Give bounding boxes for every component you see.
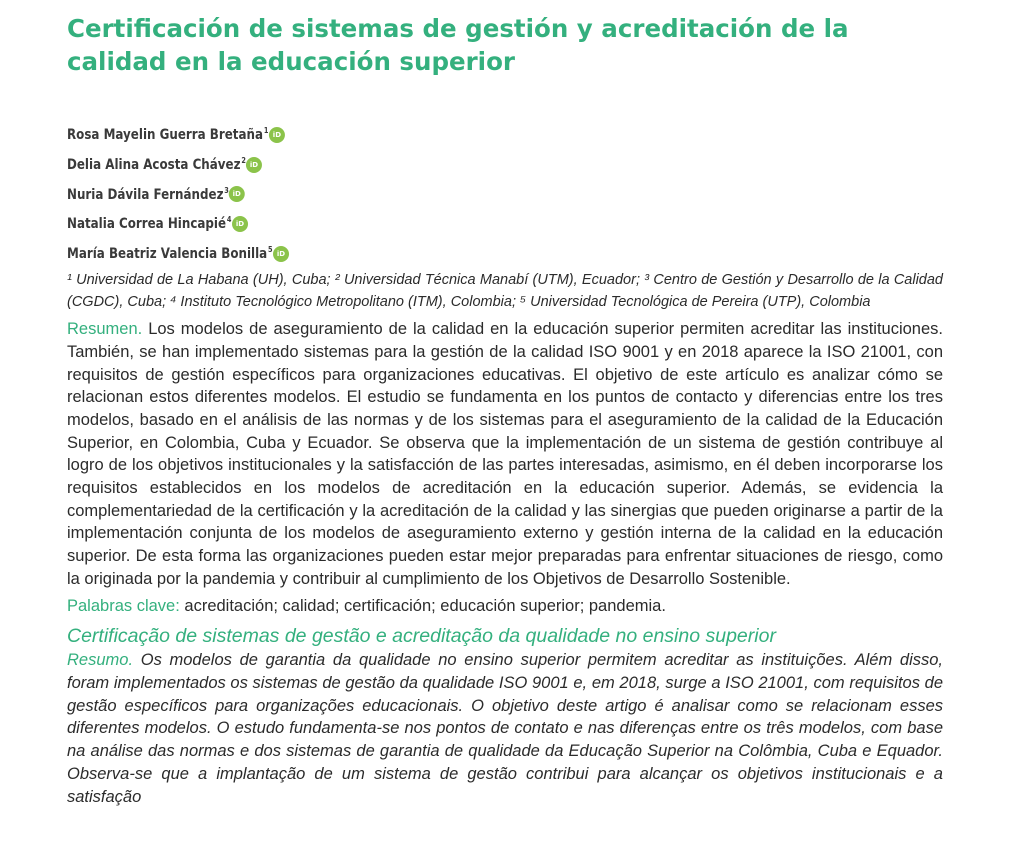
resumo-label: Resumo. [67, 651, 134, 670]
article-first-page [67, 0, 943, 808]
abstract-text: Los modelos de aseguramiento de la calidad en la educación superior permiten acreditar las instituciones. También, se han implementado sistemas para la gestión de la calidad ISO 9001 y en 2018 aparece la ISO 21001, con requisitos de gestión específicos para organizaciones educativas. El objetivo de este artículo es analizar cómo se relacionan estos diferentes modelos. El estudio se fundamenta en los puntos de contacto y diferencias entre los tres modelos, basado en el análisis de las normas y de los sistemas para el aseguramiento de la calidad de la Educación Superior, en Colombia, Cuba y Ecuador. Se observa que la implementación de un sistema de gestión contribuye al logro de los objetivos institucionales y la satisfacción de las partes interesadas, asimismo, en él deben incorporarse los requisitos establecidos en los modelos de acreditación en la educación superior. Además, se evidencia la complementariedad de la certificación y la acreditación de la calidad y las sinergias que pueden originarse a partir de la implementación conjunta de los modelos de aseguramiento externo y gestión interna de la calidad en la educación superior. De esta forma las organizaciones pueden estar mejor preparadas para enfrentar situaciones de riesgo, como la originada por la pandemia y contribuir al cumplimiento de los Objetivos de Desarrollo Sostenible. [67, 320, 943, 588]
article-title: Certificación de sistemas de gestión y acreditación de la calidad en la educación superior [67, 14, 849, 76]
author-2 [67, 148, 785, 178]
author-list [67, 118, 943, 267]
keywords [67, 595, 943, 618]
affiliations: ¹ Universidad de La Habana (UH), Cuba; ² Universidad Técnica Manabí (UTM), Ecuador; ³ Centro de Gestión y Desarrollo de la Calidad (CGDC), Cuba; ⁴ Instituto Tecnológico Metropolitano (ITM), Colombia; ⁵ Universidad Tecnológica de Pereira (UTP), Colombia [67, 272, 943, 311]
author-name: Nuria Dávila Fernández [67, 186, 224, 203]
author-name: Natalia Correa Hincapié [67, 216, 227, 233]
affiliation-mark: 3 [224, 185, 229, 195]
abstract-pt [67, 649, 943, 808]
resumo-text: Os modelos de garantia da qualidade no ensino superior permitem acreditar as instituições. Além disso, foram implementados os sistemas de gestão da qualidade ISO 9001 e, em 2018, surge a ISO 21001, com requisitos de gestão específicos para organizações educacionais. O objetivo deste artigo é analisar como se relacionam esses diferentes modelos. O estudo fundamenta-se nos pontos de contato e nas diferenças entre os três modelos, com base na análise das normas e dos sistemas de garantia de qualidade da Educação Superior na Colômbia, Cuba e Equador. Observa-se que a implantação de um sistema de gestão contribui para alcançar os objetivos institucionais e a satisfação [67, 651, 943, 806]
orcid-icon[interactable]: iD [273, 246, 289, 262]
author-name: Rosa Mayelin Guerra Bretaña [67, 126, 263, 143]
author-3 [67, 178, 785, 208]
author-1 [67, 118, 785, 148]
affiliation-mark: 4 [226, 215, 232, 225]
portuguese-title: Certificação de sistemas de gestão e acreditação da qualidade no ensino superior [67, 625, 776, 648]
keywords-text: acreditación; calidad; certificación; educación superior; pandemia. [184, 596, 666, 615]
orcid-icon[interactable]: iD [232, 216, 248, 232]
affiliation-mark: 2 [241, 155, 246, 165]
abstract-es [67, 318, 943, 590]
keywords-label: Palabras clave: [67, 596, 180, 615]
author-4 [67, 207, 785, 237]
orcid-icon[interactable]: iD [246, 157, 262, 173]
orcid-icon[interactable]: iD [229, 186, 245, 202]
affiliation-mark: 1 [263, 126, 269, 135]
author-name: Delia Alina Acosta Chávez [67, 156, 241, 173]
orcid-icon[interactable]: iD [269, 127, 285, 143]
author-name: María Beatriz Valencia Bonilla [67, 246, 268, 263]
affiliation-mark: 5 [268, 245, 273, 255]
abstract-label: Resumen. [67, 320, 143, 339]
author-5 [67, 237, 785, 267]
